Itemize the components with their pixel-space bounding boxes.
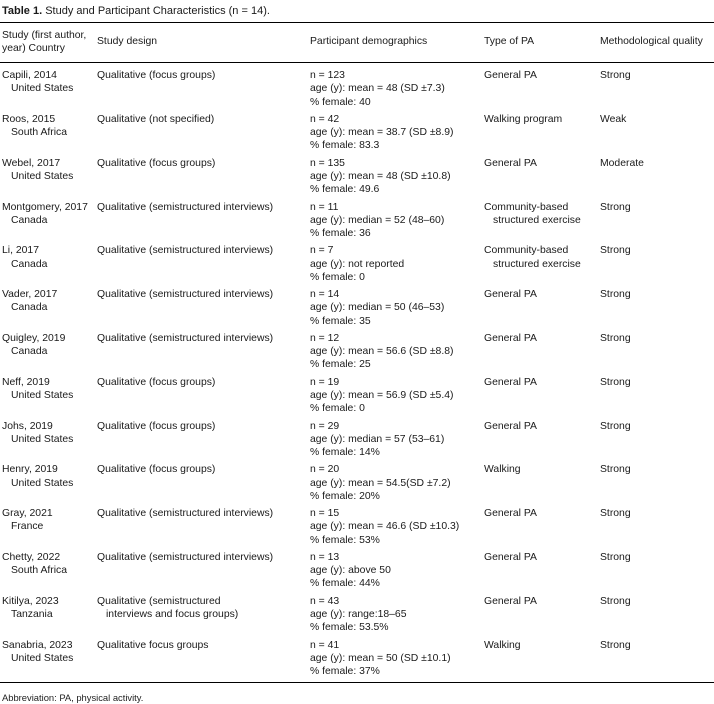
type-cell: Community-based structured exercise <box>484 201 581 226</box>
type-cell: Walking <box>484 464 521 476</box>
demographics-cell: n = 19 age (y): mean = 56.9 (SD ±5.4) % female: 0 <box>310 376 454 415</box>
design-cell: Qualitative (focus groups) <box>97 464 216 476</box>
demographics-cell: n = 29 age (y): median = 57 (53–61) % female: 14% <box>310 420 445 458</box>
study-cell: Capili, 2014 United States <box>2 70 74 95</box>
demographics-cell: n = 12 age (y): mean = 56.6 (SD ±8.8) % female: 25 <box>310 332 454 371</box>
header-study: Study (first author, year) Country <box>2 30 87 54</box>
demographics-cell: n = 123 age (y): mean = 48 (SD ±7.3) % female: 40 <box>310 70 445 108</box>
quality-cell: Strong <box>600 508 631 520</box>
type-cell: General PA <box>484 289 537 301</box>
table-row <box>0 507 714 547</box>
table-row <box>0 157 714 197</box>
table-title-label: Table 1. <box>2 5 43 17</box>
header-study-design: Study design <box>97 36 158 48</box>
table-row <box>0 551 714 591</box>
table-row <box>0 244 714 284</box>
study-cell: Montgomery, 2017 Canada <box>2 201 88 226</box>
demographics-cell: n = 11 age (y): median = 52 (48–60) % female: 36 <box>310 201 445 239</box>
type-cell: Walking <box>484 639 521 651</box>
quality-cell: Strong <box>600 245 631 257</box>
study-cell: Webel, 2017 United States <box>2 157 74 182</box>
quality-cell: Strong <box>600 289 631 301</box>
design-cell: Qualitative (semistructured interviews) <box>97 508 274 520</box>
demographics-cell: n = 20 age (y): mean = 54.5(SD ±7.2) % female: 20% <box>310 464 451 502</box>
quality-cell: Strong <box>600 201 631 213</box>
table-row <box>0 113 714 153</box>
quality-cell: Strong <box>600 376 631 388</box>
study-cell: Henry, 2019 United States <box>2 464 74 489</box>
design-cell: Qualitative focus groups <box>97 639 209 651</box>
demographics-cell: n = 14 age (y): median = 50 (46–53) % female: 35 <box>310 289 445 327</box>
demographics-cell: n = 13 age (y): above 50 % female: 44% <box>310 551 391 590</box>
table-row <box>0 639 714 679</box>
study-cell: Roos, 2015 South Africa <box>2 113 68 139</box>
header-type-of-pa: Type of PA <box>484 36 535 48</box>
quality-cell: Strong <box>600 70 631 82</box>
table-row <box>0 420 714 460</box>
table-row <box>0 376 714 416</box>
table-title-text: Study and Participant Characteristics (n = 14). <box>45 5 270 17</box>
design-cell: Qualitative (not specified) <box>97 113 215 125</box>
study-cell: Kitilya, 2023 Tanzania <box>2 595 59 620</box>
design-cell: Qualitative (focus groups) <box>97 376 216 388</box>
study-cell: Quigley, 2019 Canada <box>2 332 66 358</box>
design-cell: Qualitative (focus groups) <box>97 420 216 432</box>
type-cell: General PA <box>484 332 537 344</box>
design-cell: Qualitative (semistructured interviews) <box>97 289 274 301</box>
study-cell: Sanabria, 2023 United States <box>2 639 74 664</box>
table-footnote: Abbreviation: PA, physical activity. <box>2 692 144 704</box>
study-cell: Li, 2017 Canada <box>2 245 48 270</box>
type-cell: General PA <box>484 595 537 607</box>
quality-cell: Strong <box>600 420 631 432</box>
table-row <box>0 332 714 372</box>
table-row <box>0 201 714 241</box>
study-cell: Chetty, 2022 South Africa <box>2 551 68 577</box>
demographics-cell: n = 7 age (y): not reported % female: 0 <box>310 245 405 283</box>
table-body <box>0 63 714 678</box>
study-cell: Vader, 2017 Canada <box>2 289 58 314</box>
table-title <box>0 3 714 22</box>
demographics-cell: n = 43 age (y): range:18–65 % female: 53.5% <box>310 595 407 634</box>
header-participant-demographics: Participant demographics <box>310 36 428 48</box>
quality-cell: Strong <box>600 595 631 607</box>
type-cell: General PA <box>484 551 537 563</box>
study-cell: Johs, 2019 United States <box>2 420 74 445</box>
type-cell: Community-based structured exercise <box>484 245 581 270</box>
quality-cell: Strong <box>600 551 631 563</box>
quality-cell: Strong <box>600 332 631 344</box>
design-cell: Qualitative (semistructured interviews and focus groups) <box>97 595 239 620</box>
type-cell: General PA <box>484 508 537 520</box>
study-cell: Gray, 2021 France <box>2 508 53 533</box>
characteristics-table <box>0 22 714 683</box>
type-cell: Walking program <box>484 113 563 125</box>
design-cell: Qualitative (semistructured interviews) <box>97 201 274 213</box>
demographics-cell: n = 42 age (y): mean = 38.7 (SD ±8.9) % female: 83.3 <box>310 113 454 152</box>
quality-cell: Strong <box>600 464 631 476</box>
type-cell: General PA <box>484 70 537 82</box>
type-cell: General PA <box>484 157 537 169</box>
study-cell: Neff, 2019 United States <box>2 376 74 401</box>
header-methodological-quality: Methodological quality <box>600 36 703 48</box>
design-cell: Qualitative (semistructured interviews) <box>97 332 274 344</box>
table-row <box>0 288 714 328</box>
table-header-row <box>0 23 714 63</box>
table-row <box>0 69 714 109</box>
demographics-cell: n = 135 age (y): mean = 48 (SD ±10.8) % female: 49.6 <box>310 157 451 196</box>
table-row <box>0 595 714 635</box>
demographics-cell: n = 41 age (y): mean = 50 (SD ±10.1) % female: 37% <box>310 639 451 677</box>
design-cell: Qualitative (semistructured interviews) <box>97 245 274 257</box>
quality-cell: Moderate <box>600 157 644 169</box>
design-cell: Qualitative (semistructured interviews) <box>97 551 274 563</box>
quality-cell: Weak <box>600 113 627 125</box>
type-cell: General PA <box>484 420 537 432</box>
demographics-cell: n = 15 age (y): mean = 46.6 (SD ±10.3) % female: 53% <box>310 508 460 546</box>
design-cell: Qualitative (focus groups) <box>97 157 216 169</box>
type-cell: General PA <box>484 376 537 388</box>
table-row <box>0 463 714 503</box>
design-cell: Qualitative (focus groups) <box>97 70 216 82</box>
quality-cell: Strong <box>600 639 631 651</box>
